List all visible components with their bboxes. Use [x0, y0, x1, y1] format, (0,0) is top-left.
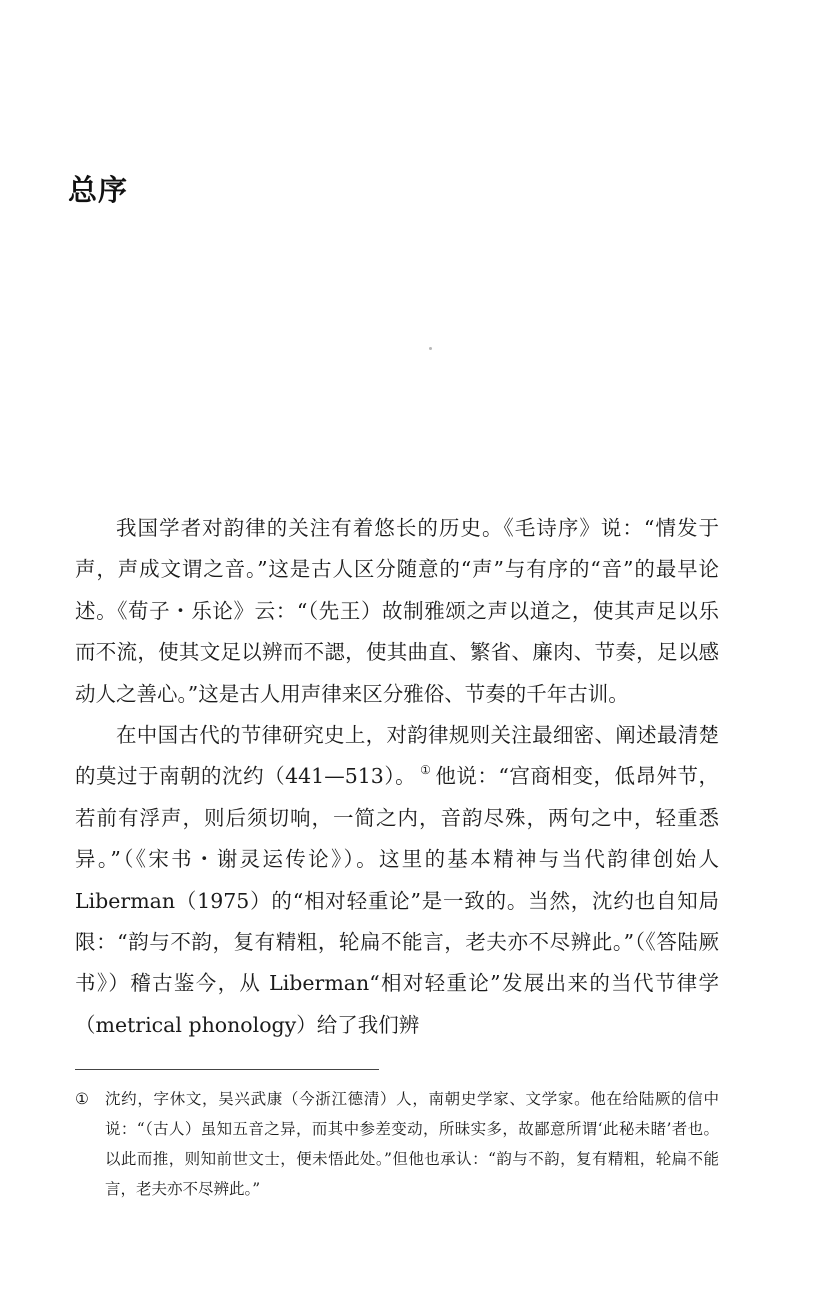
body-text — [75, 508, 719, 1046]
paragraph-2-after-ref: 他说：“宫商相变，低昂舛节，若前有浮声，则后须切响，一简之内，音韵尽殊，两句之中，轻重悉异。”（《宋书・谢灵运传论》）。这里的基本精神与当代韵律创始人 Liberman（1975）的“相对轻重论”是一致的。当然，沈约也自知局限：“韵与不韵，复有精粗，轮扁不能言，老夫亦不尽辨此。”（《答陆厥书》）稽古鉴今，从 Liberman“相对轻重论”发展出来的当代节律学（metrical phonology）给了我们辨 — [75, 764, 719, 1037]
footnote-divider — [75, 1069, 379, 1070]
scan-speck — [429, 347, 432, 350]
paragraph-2 — [75, 715, 719, 1046]
chapter-title: 总序 — [68, 173, 129, 207]
footnote-reference[interactable]: ① — [420, 763, 432, 778]
paragraph-1: 我国学者对韵律的关注有着悠长的历史。《毛诗序》说：“情发于声，声成文谓之音。”这是古人区分随意的“声”与有序的“音”的最早论述。《荀子・乐论》云：“（先王）故制雅颂之声以道之，使其声足以乐而不流，使其文足以辨而不諰，使其曲直、繁省、廉肉、节奏，足以感动人之善心。”这是古人用声律来区分雅俗、节奏的千年古训。 — [75, 516, 719, 706]
footnote-text: 沈约，字休文，吴兴武康（今浙江德清）人，南朝史学家、文学家。他在给陆厥的信中说：“（古人）虽知五音之异，而其中参差变动，所昧实多，故鄙意所谓‘此秘未睹’者也。以此而推，则知前世文士，便未悟此处。”但他也承认：“韵与不韵，复有精粗，轮扁不能言，老夫亦不尽辨此。” — [105, 1090, 719, 1198]
paragraph-2-before-ref: 在中国古代的节律研究史上，对韵律规则关注最细密、阐述最清楚的莫过于南朝的沈约（441—513）。 — [75, 723, 719, 789]
footnote-mark: ① — [75, 1090, 89, 1108]
footnote — [75, 1084, 719, 1204]
